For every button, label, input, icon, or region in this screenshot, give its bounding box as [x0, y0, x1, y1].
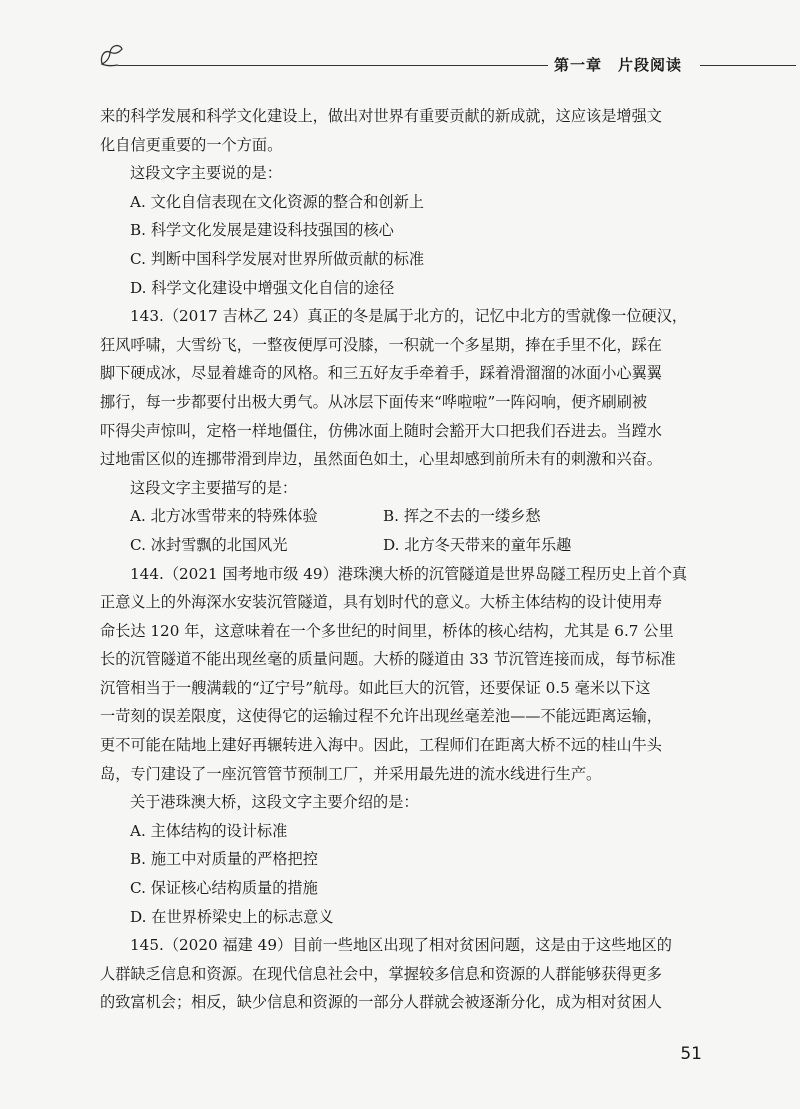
intro-line: 化自信更重要的一个方面。 [100, 135, 283, 154]
q144-line: 长的沉管隧道不能出现丝毫的质量问题。大桥的隧道由 33 节沉管连接而成，每节标准 [100, 650, 676, 669]
q144-line: 命长达 120 年，这意味着在一个多世纪的时间里，桥体的核心结构，尤其是 6.7 公里 [100, 621, 674, 640]
q145-line: 145.（2020 福建 49）目前一些地区出现了相对贫困问题，这是由于这些地区的 [130, 936, 672, 955]
q143-option-c: C. 冰封雪飘的北国风光 [130, 535, 288, 554]
q144-option-a: A. 主体结构的设计标准 [130, 821, 288, 840]
running-header [96, 40, 796, 80]
q143-line: 挪行，每一步都要付出极大勇气。从冰层下面传来“哗啦啦”一阵闷响，便齐刷刷被 [100, 392, 648, 411]
q143-options-row [100, 531, 694, 560]
q144-line: 更不可能在陆地上建好再辗转进入海中。因此，工程师们在距离大桥不远的桂山牛头 [100, 736, 662, 755]
header-rule-right [700, 65, 796, 66]
q143-option-b: B. 挥之不去的一缕乡愁 [383, 507, 541, 526]
q143-line: 脚下硬成冰，尽显着雄奇的风格。和三五好友手牵着手，踩着滑溜溜的冰面小心翼翼 [100, 364, 662, 383]
q144-line: 岛，专门建设了一座沉管管节预制工厂，并采用最先进的流水线进行生产。 [100, 764, 602, 783]
q142-option-a: A. 文化自信表现在文化资源的整合和创新上 [130, 192, 424, 211]
q145-line: 人群缺乏信息和资源。在现代信息社会中，掌握较多信息和资源的人群能够获得更多 [100, 964, 662, 983]
page-body [100, 102, 694, 1017]
q142-option-c: C. 判断中国科学发展对世界所做贡献的标准 [130, 249, 425, 268]
q143-option-a: A. 北方冰雪带来的特殊体验 [130, 507, 318, 526]
q144-line: 正意义上的外海深水安装沉管隧道，具有划时代的意义。大桥主体结构的设计使用寿 [100, 593, 662, 612]
header-rule-left [118, 65, 548, 66]
q143-line: 狂风呼啸，大雪纷飞，一整夜便厚可没膝，一积就一个多星期，捧在手里不化，踩在 [100, 335, 662, 354]
page-number: 51 [680, 1044, 702, 1064]
chapter-title: 第一章 片段阅读 [554, 56, 683, 74]
q143-line: 吓得尖声惊叫，定格一样地僵住，仿佛冰面上随时会豁开大口把我们吞进去。当蹚水 [100, 421, 662, 440]
q143-line: 143.（2017 吉林乙 24）真正的冬是属于北方的，记忆中北方的雪就像一位硬汉， [130, 307, 688, 326]
q144-option-c: C. 保证核心结构质量的措施 [130, 879, 318, 898]
q143-stem: 这段文字主要描写的是： [130, 478, 298, 497]
q144-line: 沉管相当于一艘满载的“辽宁号”航母。如此巨大的沉管，还要保证 0.5 毫米以下这 [100, 678, 651, 697]
q142-stem: 这段文字主要说的是： [130, 164, 282, 183]
q144-line: 144.（2021 国考地市级 49）港珠澳大桥的沉管隧道是世界岛隧工程历史上首个真 [130, 564, 688, 583]
q143-line: 过地雷区似的连挪带滑到岸边，虽然面色如土，心里却感到前所未有的刺激和兴奋。 [100, 450, 662, 469]
q144-stem: 关于港珠澳大桥，这段文字主要介绍的是： [130, 793, 419, 812]
q143-option-d: D. 北方冬天带来的童年乐趣 [383, 535, 572, 554]
q142-option-b: B. 科学文化发展是建设科技强国的核心 [130, 221, 394, 240]
q145-line: 的致富机会；相反，缺少信息和资源的一部分人群就会被逐渐分化，成为相对贫困人 [100, 993, 662, 1012]
q144-option-d: D. 在世界桥梁史上的标志意义 [130, 907, 334, 926]
q144-line: 一苛刻的误差限度，这使得它的运输过程不允许出现丝毫差池——不能远距离运输， [100, 707, 662, 726]
q143-options-row [100, 502, 694, 531]
q144-option-b: B. 施工中对质量的严格把控 [130, 850, 318, 869]
intro-line: 来的科学发展和科学文化建设上，做出对世界有重要贡献的新成就，这应该是增强文 [100, 107, 662, 125]
q142-option-d: D. 科学文化建设中增强文化自信的途径 [130, 278, 395, 297]
